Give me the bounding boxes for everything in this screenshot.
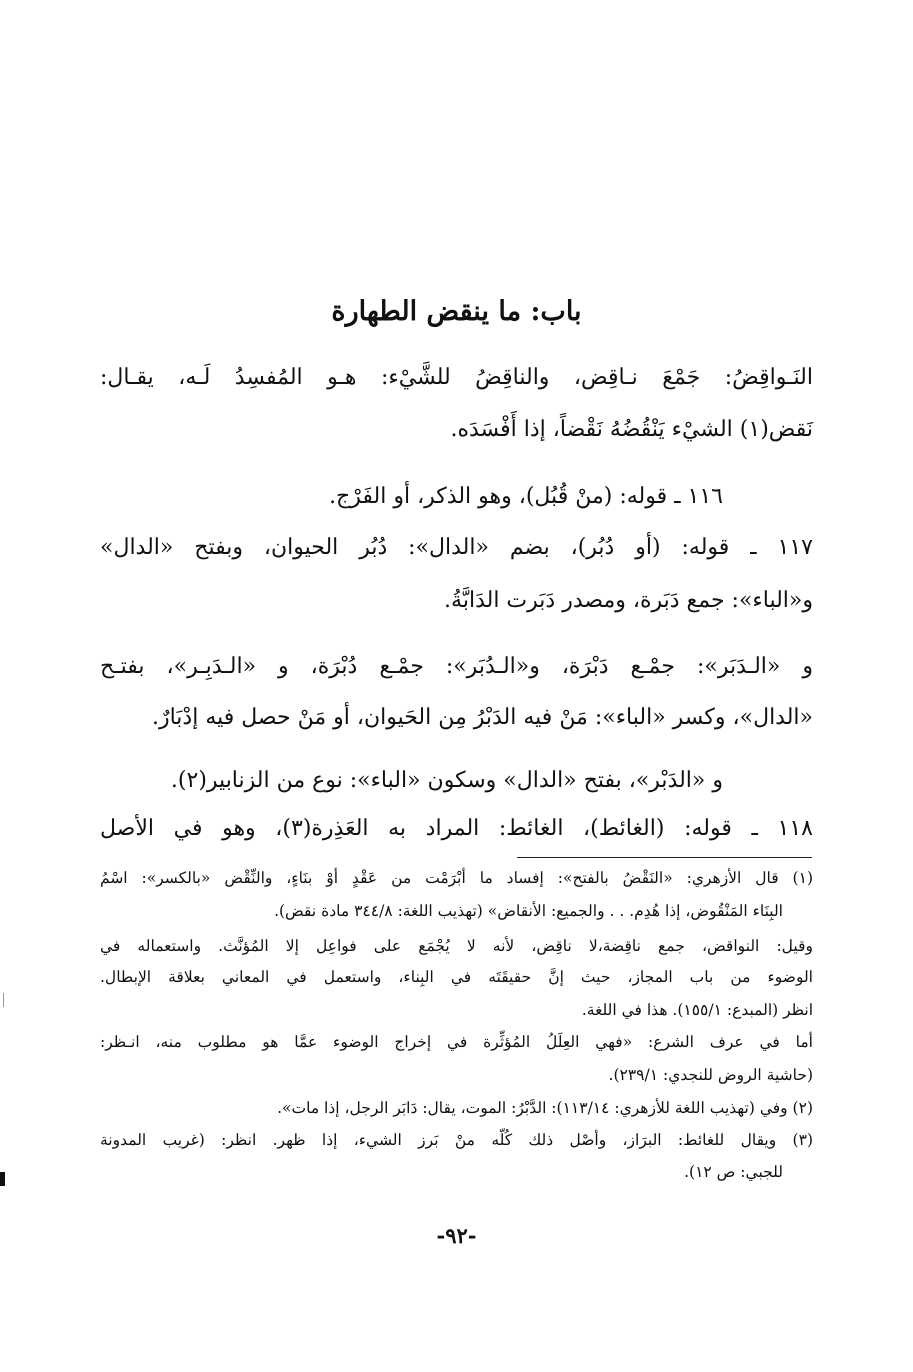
footnote-line-10: للجبي: ص ١٢). xyxy=(684,1163,783,1181)
body-line-1: النَـواقِضُ: جَمْعَ نـاقِض، والناقِضُ للشَّيْء: هـو المُفسِدُ لَـه، يقـال: xyxy=(100,365,813,390)
body-line-3: ١١٦ ـ قوله: (منْ قُبُل)، وهو الذكر، أو الفَرْج. xyxy=(329,484,723,509)
scan-edge-mark xyxy=(0,1172,5,1186)
footnote-line-3: وقيل: النواقض، جمع ناقِضة،لا ناقِض، لأنه لا يُجْمَع على فواعِل إلا المُؤنَّث. واستعماله في xyxy=(100,937,813,955)
scan-edge-tick xyxy=(3,993,4,1007)
footnote-line-7: (حاشية الروض للنجدي: ٢٣٩/١). xyxy=(608,1066,813,1084)
footnote-line-2: البِنَاء المَنْقُوض، إذا هُدِم. . . والجميع: الأنقاض» (تهذيب اللغة: ٣٤٤/٨ مادة نقض). xyxy=(274,902,783,920)
footnote-separator xyxy=(517,857,812,858)
body-line-2: نَقض(١) الشيْء يَنْقُضُهُ نَقْضاً، إذا أَفْسَدَه. xyxy=(450,417,813,442)
body-line-6: و «الـدَبَر»: جمْـع دَبْرَة، و«الـدُبَر»: جمْـع دُبْرَة، و «الـدَبِـر»، بفتـح xyxy=(100,654,813,679)
body-line-5: و«الباء»: جمع دَبَرة، ومصدر دَبَرت الدَابَّةُ. xyxy=(444,588,813,613)
footnote-line-4: الوضوء من باب المجاز، حيث إنَّ حقيقَتَه في البِناء، واستعمل في المعاني بعلاقة الإبطال. xyxy=(100,968,813,986)
footnote-line-6: أما في عرف الشرع: «فهي العِلَلُ المُؤثِّرة في إخراج الوضوء عمَّا هو مطلوب منه، انـظر: xyxy=(100,1033,813,1051)
chapter-title: باب: ما ينقض الطهارة xyxy=(331,296,582,327)
footnote-line-8: (٢) وفي (تهذيب اللغة للأزهري: ١١٣/١٤): الدَّبْرُ: الموت، يقال: دَابَر الرجل، إذا مات». xyxy=(277,1099,813,1117)
body-line-9: ١١٨ ـ قوله: (الغائط)، الغائط: المراد به العَذِرة(٣)، وهو في الأصل xyxy=(100,816,813,841)
body-line-7: «الدال»، وكسر «الباء»: مَنْ فيه الدَبْرُ مِن الحَيوان، أو مَنْ حصل فيه إدْبَارٌ. xyxy=(151,705,813,730)
footnote-line-9: (٣) ويقال للغائط: البرَاز، وأصْل ذلك كُلّه منْ بَرز الشيء، إذا ظهر. انظر: (غريب المدونة xyxy=(100,1131,813,1149)
footnote-line-5: انظر (المبدع: ١٥٥/١). هذا في اللغة. xyxy=(581,1001,813,1019)
page-number: -٩٢- xyxy=(436,1223,477,1248)
body-line-4: ١١٧ ـ قوله: (أو دُبُر)، بضم «الدال»: دُبُر الحيوان، وبفتح «الدال» xyxy=(100,535,813,560)
footnote-line-1: (١) قال الأزهري: «النَقْضُ بالفتح»: إفساد ما أبْرَمْت من عَقْدٍ أوْ بنَاءٍ، والنِّقْض «بالكسر»: اسْمُ xyxy=(100,869,813,887)
body-line-8: و «الدَبْر»، بفتح «الدال» وسكون «الباء»: نوع من الزنابير(٢). xyxy=(170,768,723,793)
